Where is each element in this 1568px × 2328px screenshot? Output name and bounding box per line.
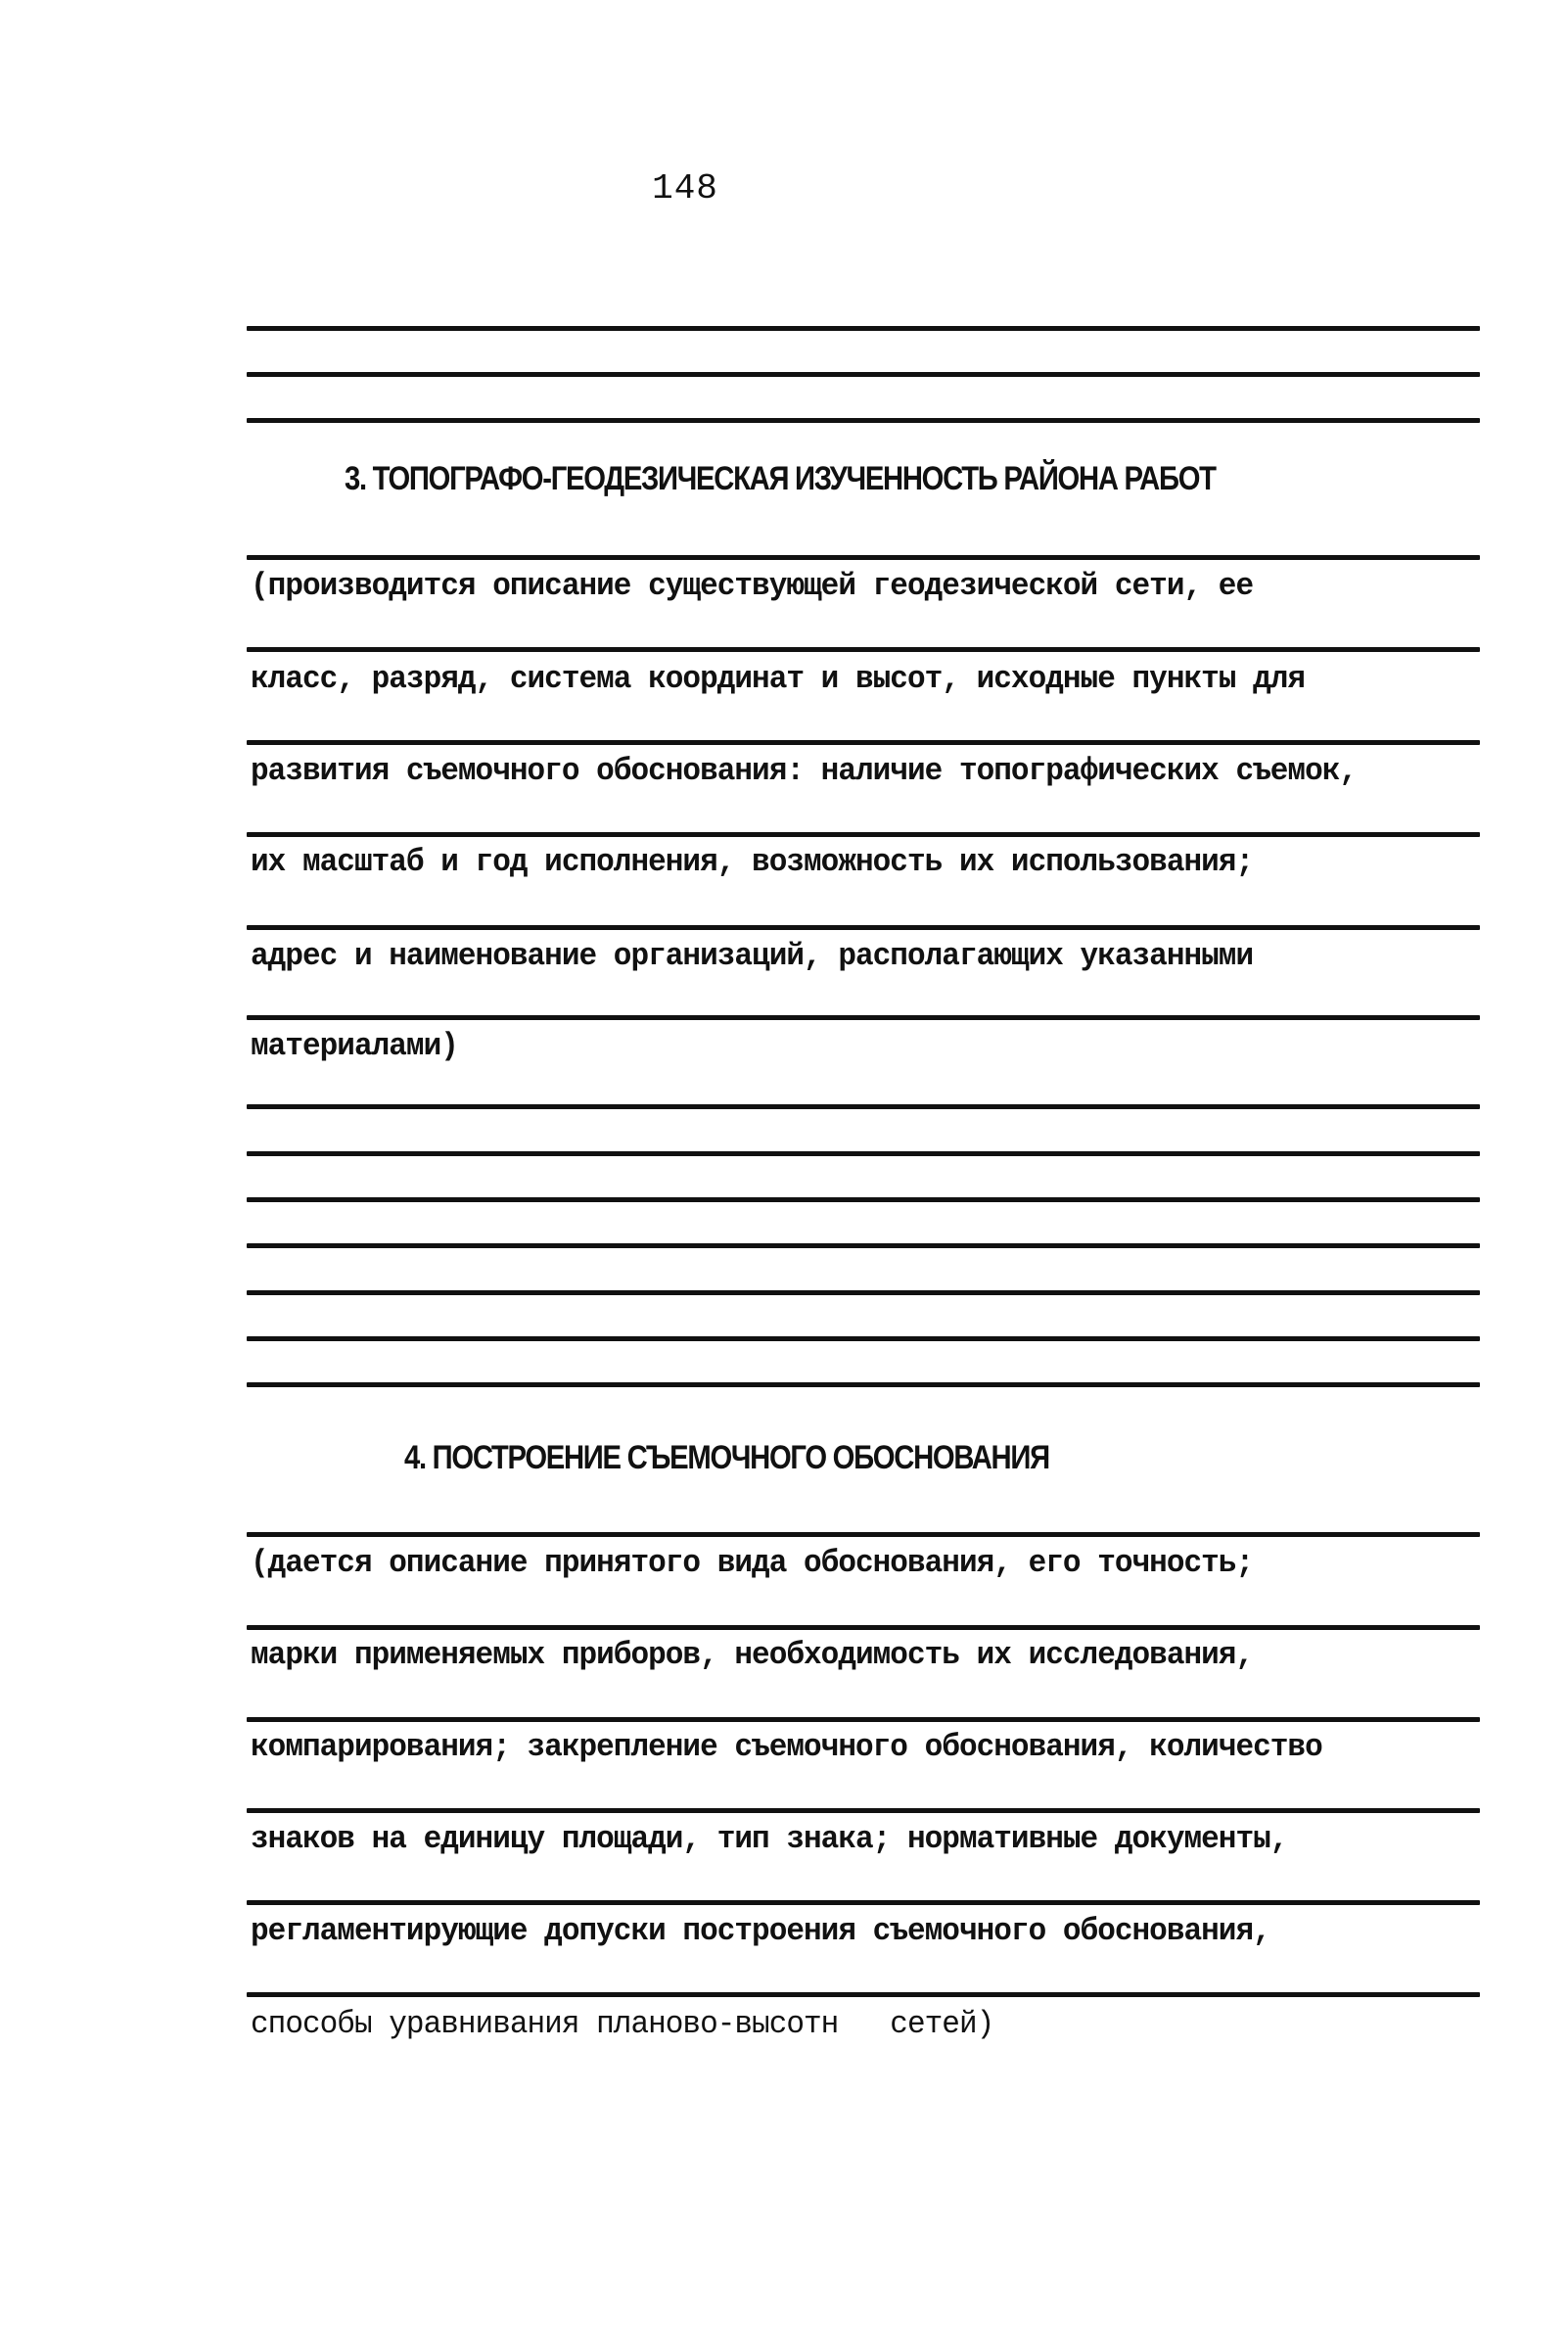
blank-rule — [247, 1382, 1480, 1387]
section-3-line: их масштаб и год исполнения, возможность их использования; — [251, 844, 1254, 880]
section-4-heading: 4. ПОСТРОЕНИЕ СЪЕМОЧНОГО ОБОСНОВАНИЯ — [404, 1439, 1049, 1476]
section-3-line: адрес и наименование организаций, располагающих указанными — [251, 938, 1254, 974]
section-4-line: марки применяемых приборов, необходимость их исследования, — [251, 1637, 1254, 1673]
section-3-line: класс, разряд, система координат и высот, исходные пункты для — [251, 661, 1306, 697]
section-4-line: способы уравнивания планово-высотн сетей) — [251, 2006, 994, 2042]
section-3-line: (производится описание существующей геодезической сети, ее — [251, 568, 1254, 604]
fill-rule — [247, 1625, 1480, 1630]
fill-rule — [247, 1717, 1480, 1722]
fill-rule — [247, 740, 1480, 745]
section-3-heading: 3. ТОПОГРАФО-ГЕОДЕЗИЧЕСКАЯ ИЗУЧЕННОСТЬ РАЙОНА РАБОТ — [345, 460, 1216, 497]
blank-rule — [247, 418, 1480, 423]
fill-rule — [247, 925, 1480, 930]
fill-rule — [247, 1532, 1480, 1537]
blank-rule — [247, 1104, 1480, 1109]
blank-rule — [247, 1197, 1480, 1202]
fill-rule — [247, 1900, 1480, 1905]
blank-rule — [247, 372, 1480, 377]
fill-rule — [247, 1015, 1480, 1020]
fill-rule — [247, 647, 1480, 652]
fill-rule — [247, 832, 1480, 837]
blank-rule — [247, 1336, 1480, 1341]
fill-rule — [247, 1808, 1480, 1813]
blank-rule — [247, 1290, 1480, 1295]
fill-rule — [247, 555, 1480, 560]
blank-rule — [247, 1243, 1480, 1248]
section-3-line: развития съемочного обоснования: наличие топографических съемок, — [251, 753, 1358, 789]
fill-rule — [247, 1992, 1480, 1997]
blank-rule — [247, 1151, 1480, 1156]
blank-rule — [247, 326, 1480, 331]
section-3-line: материалами) — [251, 1028, 458, 1064]
page-number: 148 — [652, 168, 718, 209]
section-4-line: знаков на единицу площади, тип знака; нормативные документы, — [251, 1821, 1288, 1857]
section-4-line: компарирования; закрепление съемочного обоснования, количество — [251, 1729, 1322, 1765]
section-4-line: (дается описание принятого вида обоснования, его точность; — [251, 1545, 1254, 1581]
section-4-line: регламентирующие допуски построения съемочного обоснования, — [251, 1913, 1270, 1949]
